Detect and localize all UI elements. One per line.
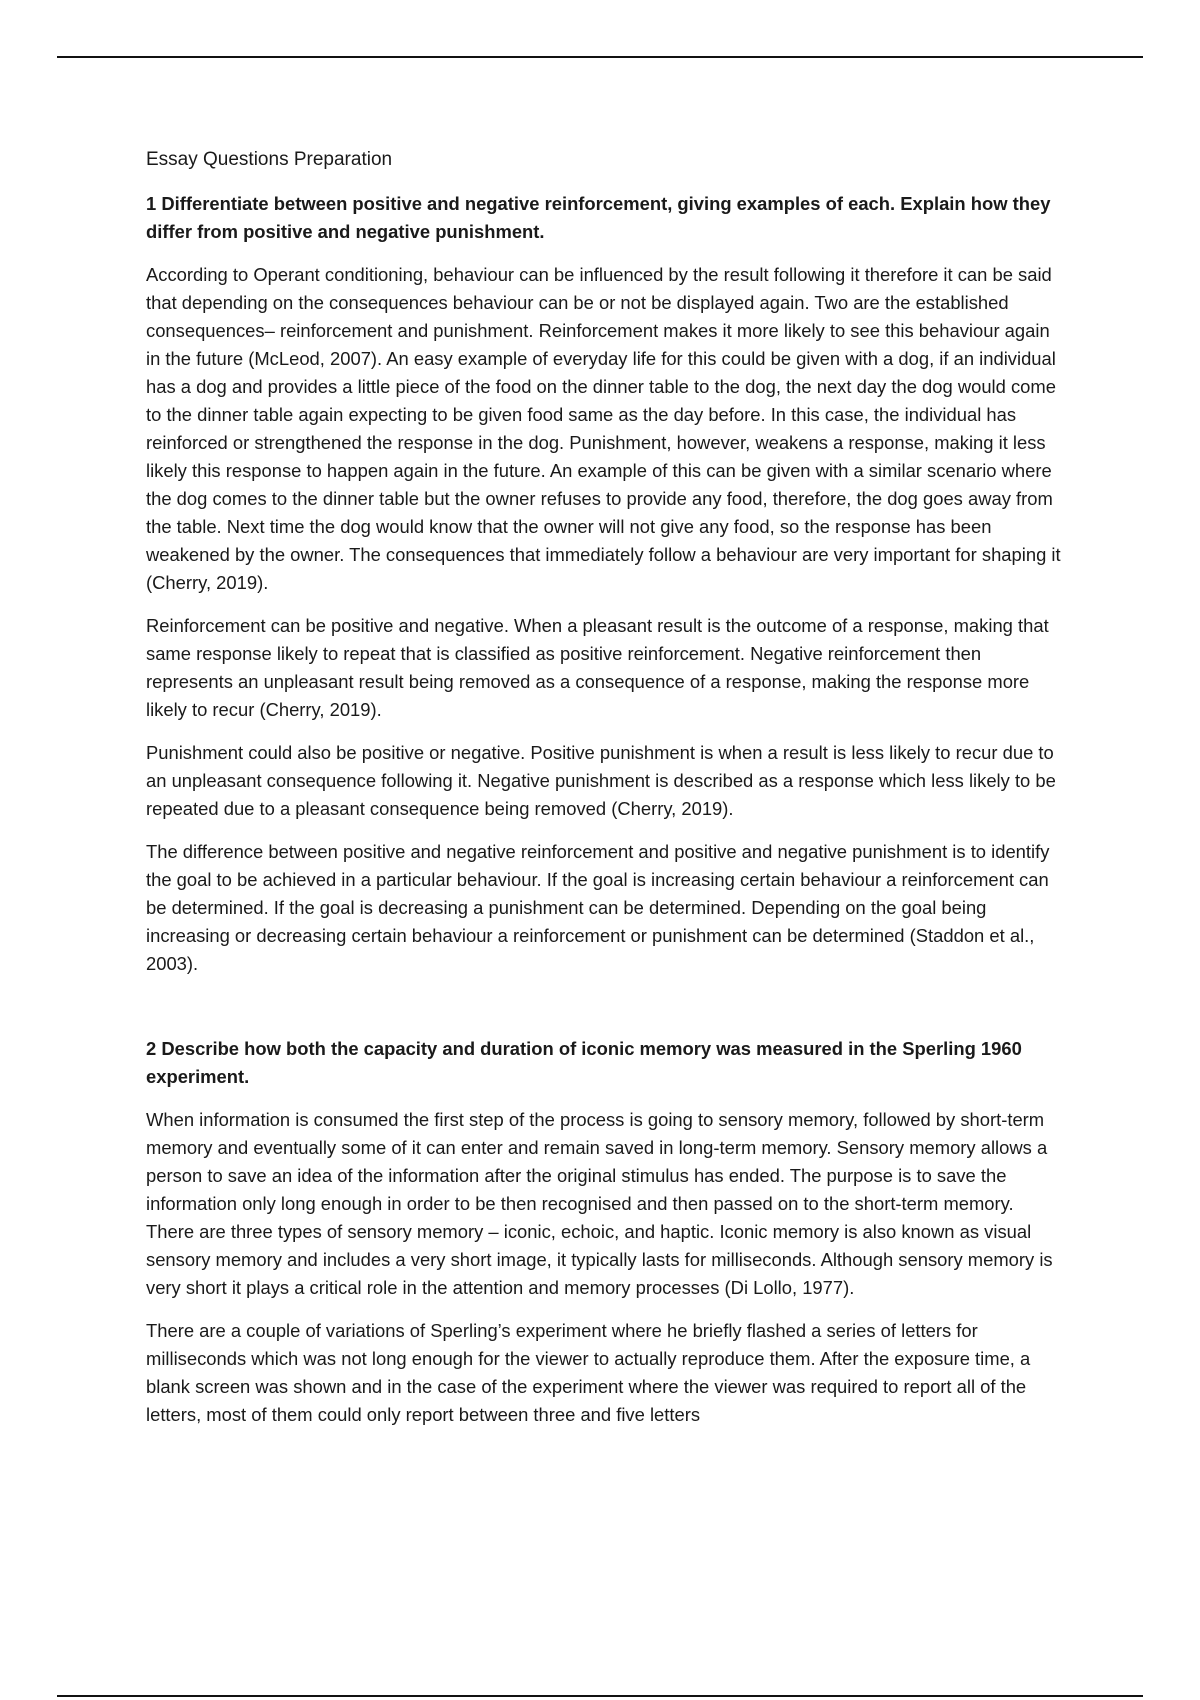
question-1-heading: 1 Differentiate between positive and negative reinforcement, giving examples of each. Explain how they differ from positive and negative punishment. [146,193,1051,242]
question-1-paragraph-3: Punishment could also be positive or negative. Positive punishment is when a result is less likely to recur due to an unpleasant consequence following it. Negative punishment is described as a response which less likely to be repeated due to a pleasant consequence being removed (Cherry, 2019). [146,742,1056,819]
question-2-heading: 2 Describe how both the capacity and duration of iconic memory was measured in the Sperling 1960 experiment. [146,1038,1022,1087]
question-1-paragraph-2: Reinforcement can be positive and negative. When a pleasant result is the outcome of a response, making that same response likely to repeat that is classified as positive reinforcement. Negative reinforcement then represents an unpleasant result being removed as a consequence of a response, making the response more likely to recur (Cherry, 2019). [146,615,1049,720]
section-spacer [146,993,1066,1035]
document-title: Essay Questions Preparation [146,149,393,170]
question-1-paragraph-4: The difference between positive and negative reinforcement and positive and negative punishment is to identify the goal to be achieved in a particular behaviour. If the goal is increasing certain behaviour a reinforcement can be determined. If the goal is decreasing a punishment can be determined. Depending on the goal being increasing or decreasing certain behaviour a reinforcement or punishment can be determined (Staddon et al., 2003). [146,841,1050,974]
header-rule [57,56,1143,58]
footer-rule [57,1695,1143,1697]
question-1-paragraph-1: According to Operant conditioning, behaviour can be influenced by the result following it therefore it can be said that depending on the consequences behaviour can be or not be displayed again. Two are the established consequences– reinforcement and punishment. Reinforcement makes it more likely to see this behaviour again in the future (McLeod, 2007). An easy example of everyday life for this could be given with a dog, if an individual has a dog and provides a little piece of the food on the dinner table to the dog, the next day the dog would come to the dinner table again expecting to be given food same as the day before. In this case, the individual has reinforced or strengthened the response in the dog. Punishment, however, weakens a response, making it less likely this response to happen again in the future. An example of this can be given with a similar scenario where the dog comes to the dinner table but the owner refuses to provide any food, therefore, the dog goes away from the table. Next time the dog would know that the owner will not give any food, so the response has been weakened by the owner. The consequences that immediately follow a behaviour are very important for shaping it (Cherry, 2019). [146,264,1061,593]
document-body [146,146,1066,1444]
question-2-paragraph-1: When information is consumed the first step of the process is going to sensory memory, followed by short-term memory and eventually some of it can enter and remain saved in long-term memory. Sensory memory allows a person to save an idea of the information after the original stimulus has ended. The purpose is to save the information only long enough in order to be then recognised and then passed on to the short-term memory. There are three types of sensory memory – iconic, echoic, and haptic. Iconic memory is also known as visual sensory memory and includes a very short image, it typically lasts for milliseconds. Although sensory memory is very short it plays a critical role in the attention and memory processes (Di Lollo, 1977). [146,1109,1053,1298]
question-2-paragraph-2: There are a couple of variations of Sperling’s experiment where he briefly flashed a series of letters for milliseconds which was not long enough for the viewer to actually reproduce them. After the exposure time, a blank screen was shown and in the case of the experiment where the viewer was required to report all of the letters, most of them could only report between three and five letters [146,1320,1031,1425]
